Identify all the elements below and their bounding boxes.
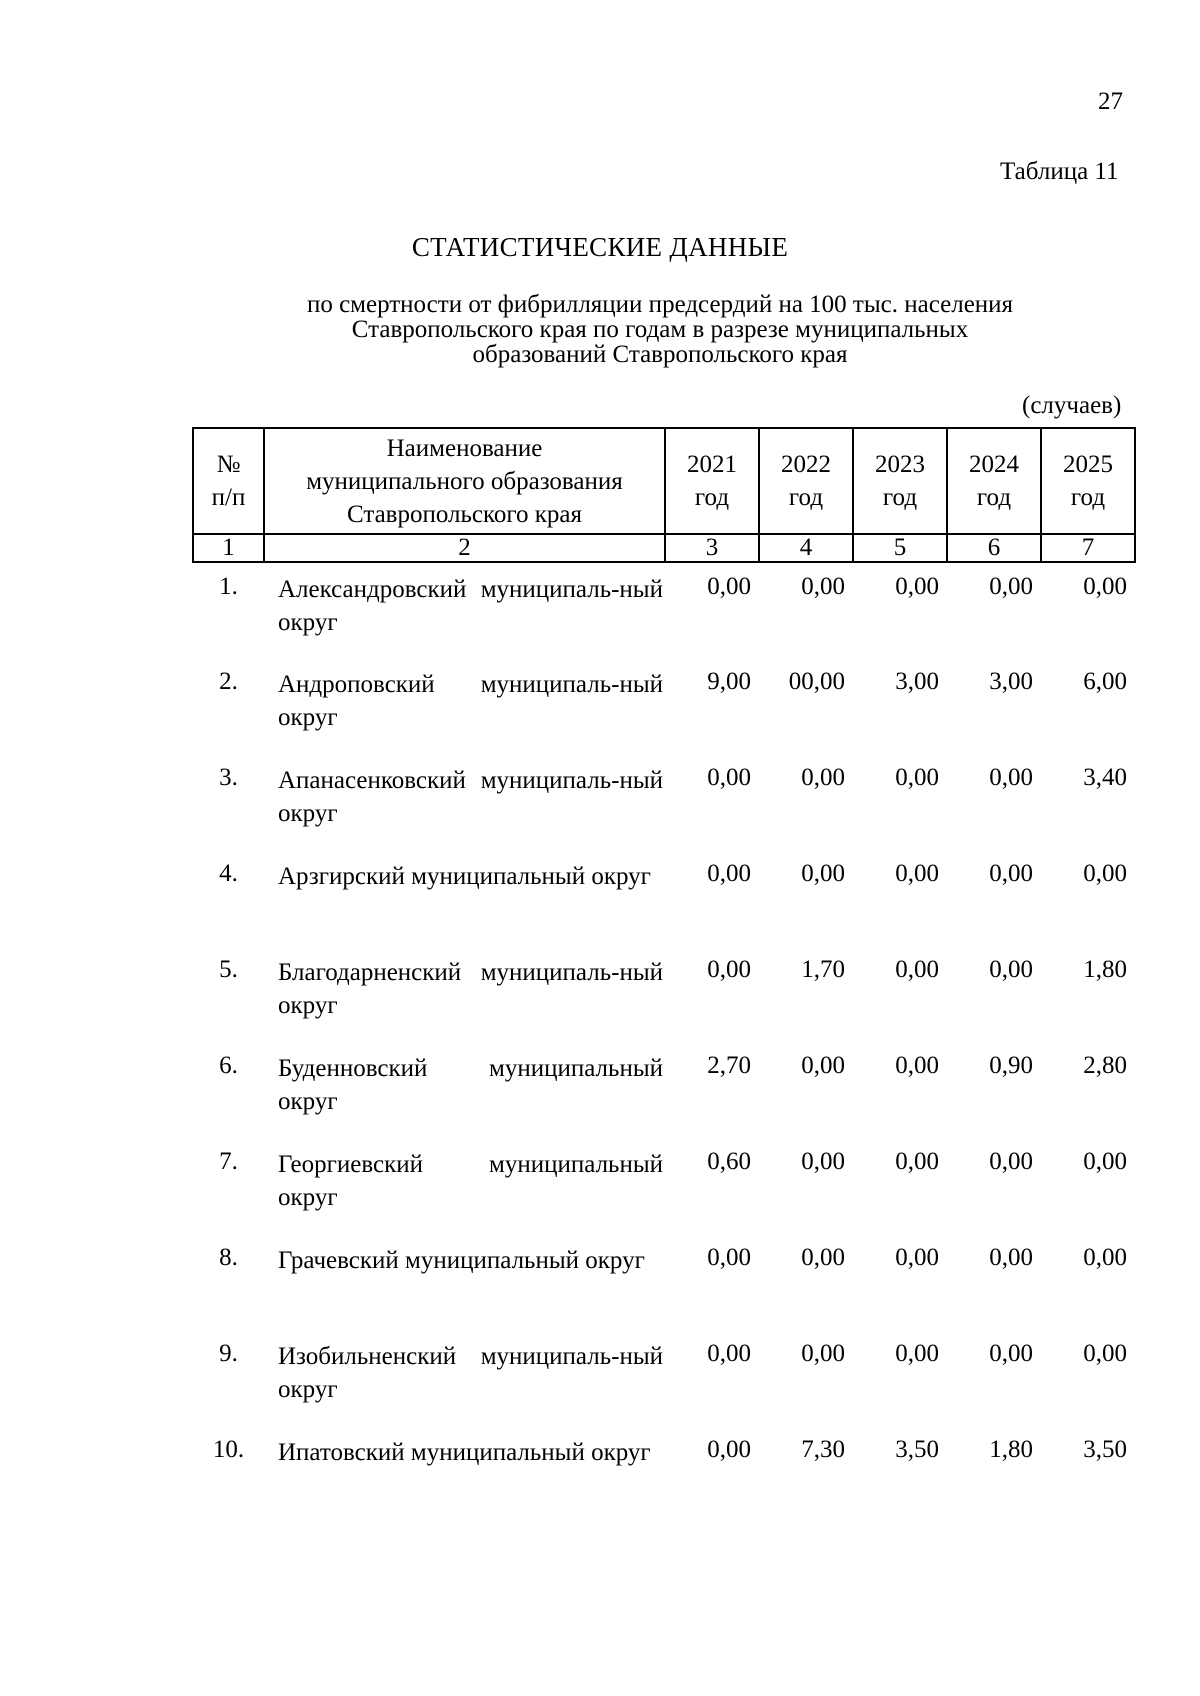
value-cell: 0,00: [989, 764, 1033, 791]
row-number: 2.: [219, 668, 238, 695]
table-row: [193, 850, 1135, 946]
column-index: 6: [947, 534, 1041, 562]
value-cell: 0,00: [895, 1244, 939, 1271]
value-cell: 0,00: [989, 1244, 1033, 1271]
value-cell: 0,00: [707, 860, 751, 887]
column-index: 5: [853, 534, 947, 562]
municipality-name: Благодарненский муниципаль-ный округ: [278, 959, 663, 1019]
table-row: [193, 658, 1135, 754]
value-cell: 0,00: [895, 1148, 939, 1175]
value-cell: 0,00: [707, 956, 751, 983]
value-cell: 3,50: [895, 1436, 939, 1463]
row-number: 6.: [219, 1052, 238, 1079]
row-number: 1.: [219, 573, 238, 600]
row-number: 7.: [219, 1148, 238, 1175]
value-cell: 0,00: [895, 764, 939, 791]
value-cell: 0,60: [707, 1148, 751, 1175]
statistics-table: [192, 427, 1136, 1522]
value-cell: 7,30: [801, 1436, 845, 1463]
value-cell: 0,00: [989, 573, 1033, 600]
header-year-2022: 2022 год: [759, 428, 853, 534]
value-cell: 0,00: [1083, 1244, 1127, 1271]
table-row: [193, 1426, 1135, 1522]
municipality-name: Георгиевский муниципальный округ: [278, 1151, 663, 1211]
municipality-name: Арзгирский муниципальный округ: [278, 863, 651, 890]
value-cell: 0,00: [989, 860, 1033, 887]
table-header-row: [193, 428, 1135, 534]
document-title: СТАТИСТИЧЕСКИЕ ДАННЫЕ: [411, 232, 789, 262]
table-row: [193, 562, 1135, 658]
value-cell: 0,00: [895, 1052, 939, 1079]
municipality-name: Андроповский муниципаль-ный округ: [278, 671, 663, 731]
value-cell: 0,00: [1083, 573, 1127, 600]
column-index-row: [193, 534, 1135, 562]
municipality-name: Буденновский муниципальный округ: [278, 1055, 663, 1115]
value-cell: 0,00: [707, 573, 751, 600]
value-cell: 0,00: [989, 956, 1033, 983]
row-number: 10.: [212, 1436, 245, 1463]
value-cell: 3,50: [1083, 1436, 1127, 1463]
header-year-2024: 2024 год: [947, 428, 1041, 534]
value-cell: 2,80: [1083, 1052, 1127, 1079]
value-cell: 0,00: [801, 1052, 845, 1079]
row-number: 3.: [219, 764, 238, 791]
value-cell: 3,00: [895, 668, 939, 695]
value-cell: 9,00: [707, 668, 751, 695]
value-cell: 0,00: [801, 860, 845, 887]
municipality-name: Грачевский муниципальный округ: [278, 1247, 645, 1274]
table-body: [193, 562, 1135, 1522]
row-number: 4.: [219, 860, 238, 887]
subtitle-line: по смертности от фибрилляции предсердий на 100 тыс. населения: [306, 291, 1014, 318]
value-cell: 0,00: [801, 764, 845, 791]
value-cell: 0,00: [989, 1340, 1033, 1367]
value-cell: 0,00: [707, 1436, 751, 1463]
header-name: Наименование муниципального образования Ставропольского края: [264, 428, 665, 534]
value-cell: 3,40: [1083, 764, 1127, 791]
row-number: 9.: [219, 1340, 238, 1367]
municipality-name: Апанасенковский муниципаль-ный округ: [278, 767, 663, 827]
header-number: № п/п: [193, 428, 264, 534]
column-index: 3: [665, 534, 759, 562]
header-year-2023: 2023 год: [853, 428, 947, 534]
value-cell: 1,80: [989, 1436, 1033, 1463]
value-cell: 0,00: [707, 1244, 751, 1271]
table-row: [193, 1042, 1135, 1138]
municipality-name: Изобильненский муниципаль-ный округ: [278, 1343, 663, 1403]
table-row: [193, 1234, 1135, 1330]
column-index: 4: [759, 534, 853, 562]
table-row: [193, 946, 1135, 1042]
value-cell: 0,00: [1083, 860, 1127, 887]
value-cell: 0,00: [707, 764, 751, 791]
document-subtitle: [240, 292, 1080, 367]
value-cell: 00,00: [788, 668, 845, 695]
municipality-name: Александровский муниципаль-ный округ: [278, 576, 663, 636]
subtitle-line: образований Ставропольского края: [472, 341, 848, 368]
table-row: [193, 754, 1135, 850]
value-cell: 1,70: [801, 956, 845, 983]
municipality-name: Ипатовский муниципальный округ: [278, 1439, 651, 1466]
value-cell: 0,00: [895, 573, 939, 600]
value-cell: 3,00: [989, 668, 1033, 695]
page-number: 27: [1098, 88, 1123, 115]
table-row: [193, 1138, 1135, 1234]
value-cell: 0,00: [1083, 1148, 1127, 1175]
value-cell: 0,00: [895, 1340, 939, 1367]
column-index: 1: [193, 534, 264, 562]
table-row: [193, 1330, 1135, 1426]
value-cell: 0,00: [801, 1148, 845, 1175]
value-cell: 0,00: [707, 1340, 751, 1367]
subtitle-line: Ставропольского края по годам в разрезе муниципальных: [351, 316, 969, 343]
table-label: Таблица 11: [1000, 158, 1119, 185]
unit-label: (случаев): [1022, 392, 1122, 419]
header-year-2025: 2025 год: [1041, 428, 1135, 534]
value-cell: 0,00: [801, 1244, 845, 1271]
value-cell: 0,00: [801, 1340, 845, 1367]
value-cell: 1,80: [1083, 956, 1127, 983]
value-cell: 0,00: [1083, 1340, 1127, 1367]
column-index: 2: [264, 534, 665, 562]
value-cell: 0,00: [989, 1148, 1033, 1175]
column-index: 7: [1041, 534, 1135, 562]
value-cell: 0,00: [895, 956, 939, 983]
value-cell: 0,90: [989, 1052, 1033, 1079]
value-cell: 0,00: [895, 860, 939, 887]
value-cell: 0,00: [801, 573, 845, 600]
row-number: 5.: [219, 956, 238, 983]
value-cell: 2,70: [707, 1052, 751, 1079]
value-cell: 6,00: [1083, 668, 1127, 695]
row-number: 8.: [219, 1244, 238, 1271]
header-year-2021: 2021 год: [665, 428, 759, 534]
